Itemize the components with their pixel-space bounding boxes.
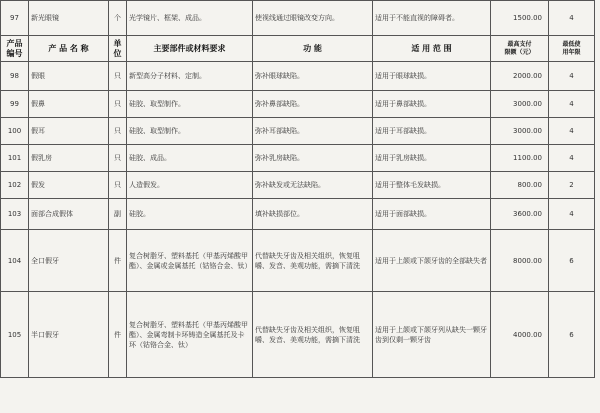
row-price: 2000.00: [491, 62, 549, 91]
row-material: 硅胶、取型制作。: [127, 118, 253, 145]
table-header-row: [1, 36, 595, 62]
row-term: 2: [549, 172, 595, 199]
row-term: 4: [549, 199, 595, 230]
row-function: 弥补缺发或无法缺陷。: [253, 172, 373, 199]
header-code: 产品 编号: [1, 36, 29, 62]
row-scope: 适用于上颌或下颌牙齿的全部缺失者: [373, 230, 491, 292]
row-name: 面部合成假体: [29, 199, 109, 230]
row-price: 3000.00: [491, 91, 549, 118]
row-name: 新光眼镜: [29, 1, 109, 36]
row-code: 103: [1, 199, 29, 230]
row-price: 4000.00: [491, 292, 549, 378]
table-row: [1, 145, 595, 172]
row-name: 假乳房: [29, 145, 109, 172]
row-scope: 适用于整体毛发缺损。: [373, 172, 491, 199]
row-unit: 只: [109, 91, 127, 118]
row-scope: 适用于耳部缺损。: [373, 118, 491, 145]
row-material: 光学镜片、框架、成品。: [127, 1, 253, 36]
table-row: [1, 172, 595, 199]
header-name: 产 品 名 称: [29, 36, 109, 62]
table-row: [1, 1, 595, 36]
row-name: 全口假牙: [29, 230, 109, 292]
row-code: 102: [1, 172, 29, 199]
header-term: 最低使 用年限: [549, 36, 595, 62]
row-price: 1100.00: [491, 145, 549, 172]
row-unit: 只: [109, 145, 127, 172]
row-term: 4: [549, 145, 595, 172]
row-function: 代替缺失牙齿及相关组织，恢复咀嚼、发音、美观功能，需摘下清洗: [253, 230, 373, 292]
row-code: 97: [1, 1, 29, 36]
row-unit: 只: [109, 172, 127, 199]
row-material: 硅胶。: [127, 199, 253, 230]
row-function: 弥补耳部缺陷。: [253, 118, 373, 145]
row-term: 6: [549, 230, 595, 292]
header-scope: 适 用 范 围: [373, 36, 491, 62]
row-name: 假发: [29, 172, 109, 199]
row-function: 填补缺损部位。: [253, 199, 373, 230]
row-material: 人造假发。: [127, 172, 253, 199]
row-scope: 适用于面部缺损。: [373, 199, 491, 230]
row-price: 1500.00: [491, 1, 549, 36]
row-name: 假鼻: [29, 91, 109, 118]
header-price: 最高支付 限额（元）: [491, 36, 549, 62]
row-unit: 个: [109, 1, 127, 36]
row-function: 弥补鼻部缺陷。: [253, 91, 373, 118]
row-unit: 只: [109, 118, 127, 145]
row-scope: 适用于鼻部缺损。: [373, 91, 491, 118]
row-material: 硅胶、取型制作。: [127, 91, 253, 118]
row-price: 8000.00: [491, 230, 549, 292]
row-function: 代替缺失牙齿及相关组织，恢复咀嚼、发音、美观功能，需摘下清洗: [253, 292, 373, 378]
row-term: 6: [549, 292, 595, 378]
table-row: [1, 292, 595, 378]
row-material: 复合树脂牙、塑料基托（甲基丙烯酸甲酯）、金属弯制卡环铸造全属基托及卡环（钴铬合金、钛）: [127, 292, 253, 378]
row-code: 101: [1, 145, 29, 172]
table-row: [1, 118, 595, 145]
row-price: 800.00: [491, 172, 549, 199]
row-code: 104: [1, 230, 29, 292]
row-term: 4: [549, 1, 595, 36]
header-unit: 单 位: [109, 36, 127, 62]
row-scope: 适用于不能直视的障碍者。: [373, 1, 491, 36]
table-row: [1, 199, 595, 230]
row-price: 3600.00: [491, 199, 549, 230]
row-name: 假耳: [29, 118, 109, 145]
row-material: 新型高分子材料、定制。: [127, 62, 253, 91]
row-term: 4: [549, 118, 595, 145]
row-material: 硅胶、成品。: [127, 145, 253, 172]
row-unit: 只: [109, 62, 127, 91]
table-row: [1, 230, 595, 292]
row-code: 100: [1, 118, 29, 145]
row-name: 半口假牙: [29, 292, 109, 378]
row-term: 4: [549, 91, 595, 118]
row-unit: 件: [109, 230, 127, 292]
row-name: 假眼: [29, 62, 109, 91]
row-code: 105: [1, 292, 29, 378]
row-scope: 适用于眼球缺损。: [373, 62, 491, 91]
row-scope: 适用于乳房缺损。: [373, 145, 491, 172]
row-function: 使视线通过眼镜改变方向。: [253, 1, 373, 36]
row-function: 弥补乳房缺陷。: [253, 145, 373, 172]
header-material: 主要部件或材料要求: [127, 36, 253, 62]
row-price: 3000.00: [491, 118, 549, 145]
row-unit: 件: [109, 292, 127, 378]
row-material: 复合树脂牙、塑料基托（甲基丙烯酸甲酯）、金属或金属基托（钴铬合金、钛）: [127, 230, 253, 292]
table-row: [1, 91, 595, 118]
header-function: 功 能: [253, 36, 373, 62]
row-function: 弥补眼球缺陷。: [253, 62, 373, 91]
row-code: 98: [1, 62, 29, 91]
row-unit: 副: [109, 199, 127, 230]
row-code: 99: [1, 91, 29, 118]
row-scope: 适用于上颌或下颌牙列从缺失一颗牙齿到仅剩一颗牙齿: [373, 292, 491, 378]
table-row: [1, 62, 595, 91]
row-term: 4: [549, 62, 595, 91]
